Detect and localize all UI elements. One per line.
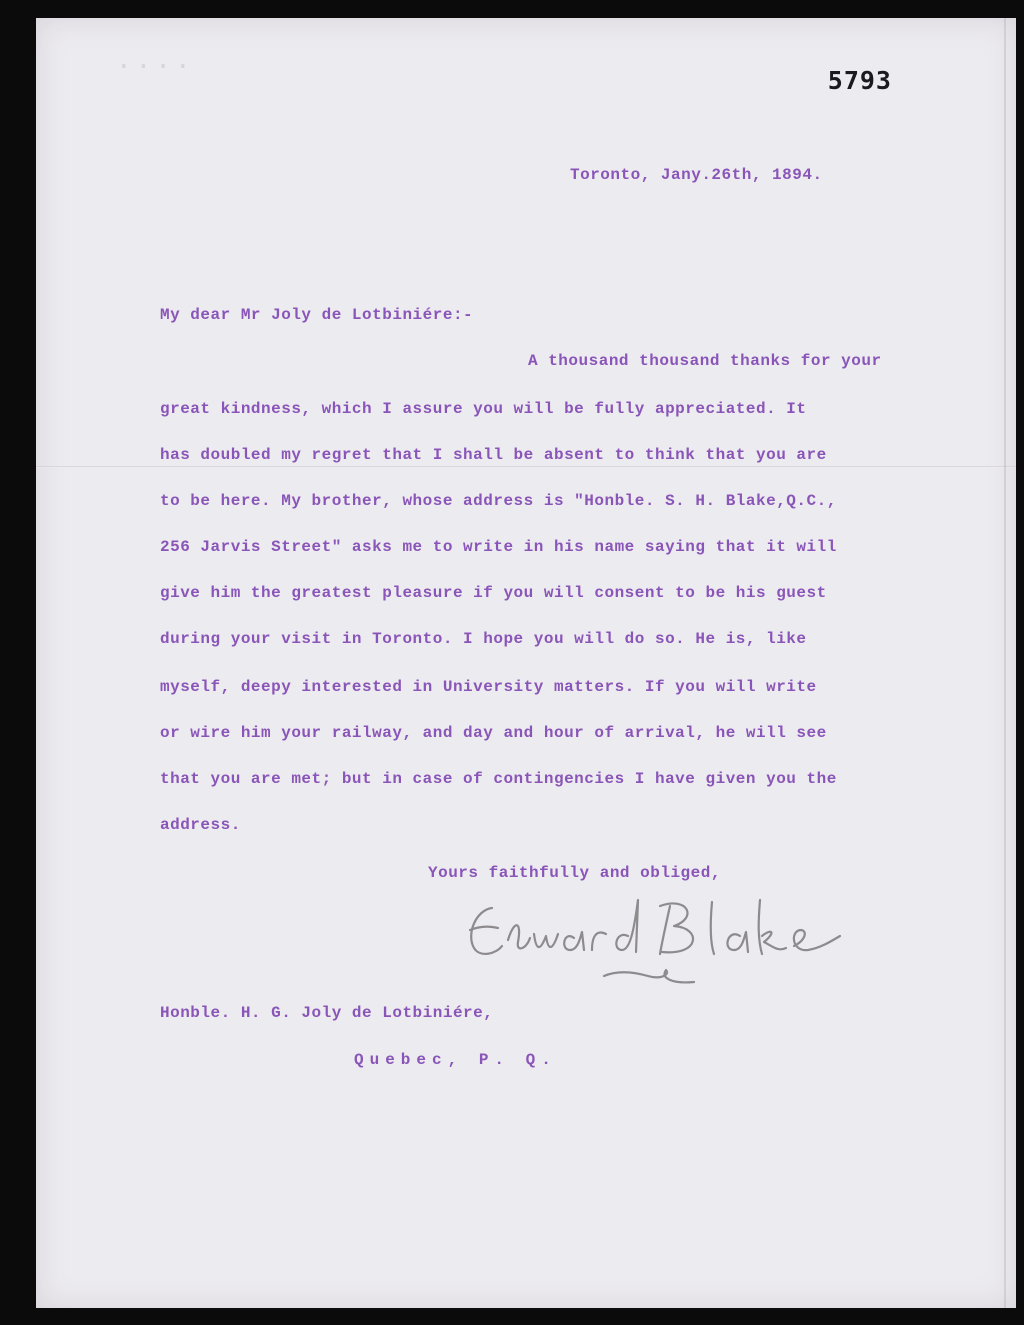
body-line-4: to be here. My brother, whose address is "Honble. S. H. Blake,Q.C., (160, 492, 837, 510)
recipient-name: Honble. H. G. Joly de Lotbiniére, (160, 1004, 494, 1022)
body-line-9: or wire him your railway, and day and hour of arrival, he will see (160, 724, 827, 742)
salutation: My dear Mr Joly de Lotbiniére:- (160, 306, 474, 324)
recipient-place: Quebec, P. Q. (354, 1051, 557, 1069)
body-line-1: A thousand thousand thanks for your (528, 352, 882, 370)
body-line-6: give him the greatest pleasure if you will consent to be his guest (160, 584, 827, 602)
body-line-10: that you are met; but in case of contingencies I have given you the (160, 770, 837, 788)
letter-page (36, 18, 1016, 1308)
body-line-3: has doubled my regret that I shall be absent to think that you are (160, 446, 827, 464)
faded-stamp-bleed: ···· (116, 52, 195, 82)
body-line-11: address. (160, 816, 241, 834)
body-line-5: 256 Jarvis Street" asks me to write in his name saying that it will (160, 538, 837, 556)
date-line: Toronto, Jany.26th, 1894. (570, 166, 823, 184)
body-line-2: great kindness, which I assure you will be fully appreciated. It (160, 400, 807, 418)
body-line-8: myself, deepy interested in University matters. If you will write (160, 678, 817, 696)
body-line-7: during your visit in Toronto. I hope you will do so. He is, like (160, 630, 807, 648)
archive-number: 5793 (827, 66, 892, 95)
closing: Yours faithfully and obliged, (428, 864, 721, 882)
handwritten-signature (456, 890, 876, 1000)
